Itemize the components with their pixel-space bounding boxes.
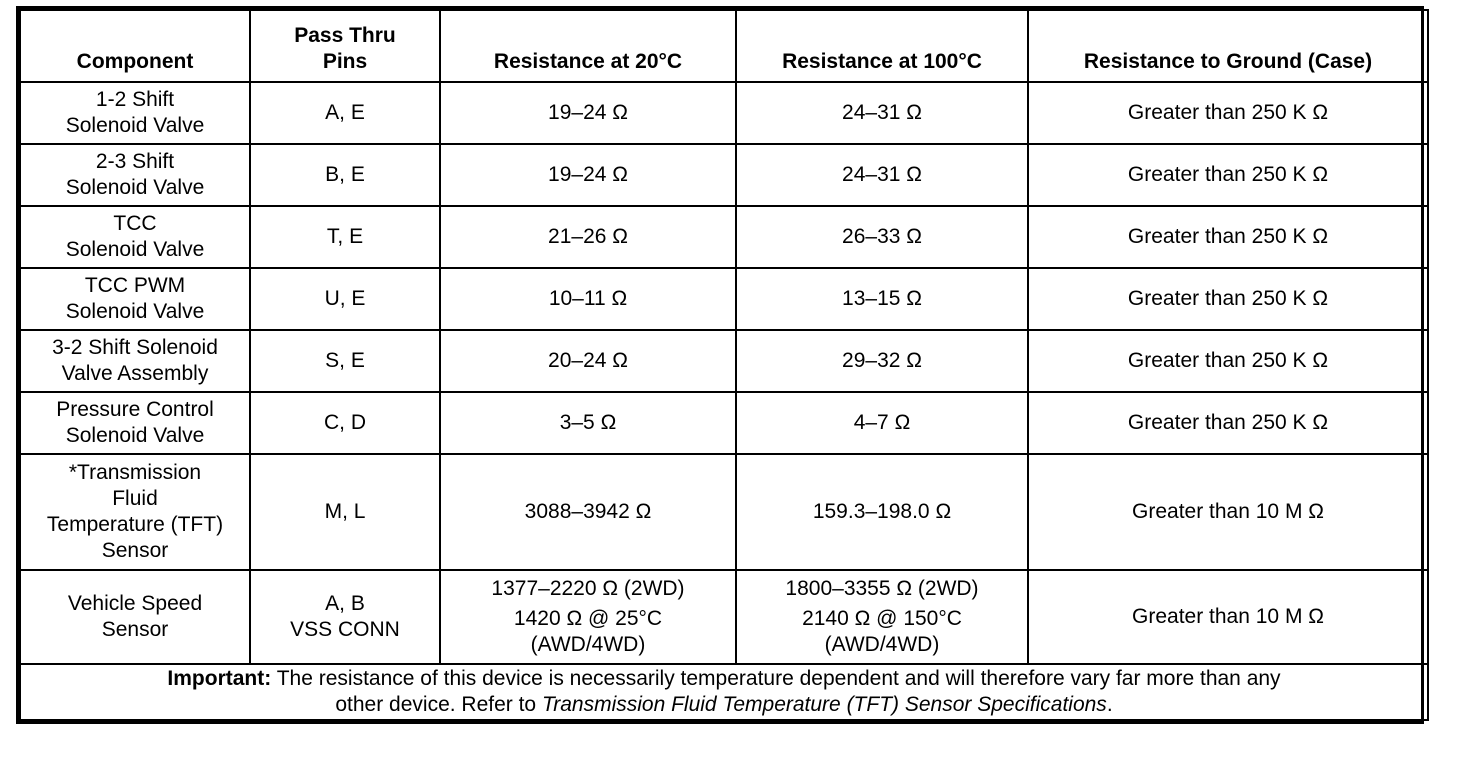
cell-pins: [250, 570, 440, 664]
cell-res100: 24–31 Ω: [736, 82, 1028, 144]
cell-ground: Greater than 10 M Ω: [1028, 570, 1428, 664]
cell-res100: 24–31 Ω: [736, 144, 1028, 206]
component-name-line2: Solenoid Valve: [65, 114, 205, 137]
cell-res20: [440, 570, 736, 664]
note-row: [20, 664, 1428, 720]
res20-2wd: 1377–2220 Ω (2WD): [491, 577, 685, 600]
note-text-line2: other device. Refer to: [335, 693, 542, 716]
spec-sheet: [16, 6, 1424, 724]
cell-res100: 26–33 Ω: [736, 206, 1028, 268]
cell-pins: T, E: [250, 206, 440, 268]
cell-component: [20, 206, 250, 268]
cell-pins: C, D: [250, 392, 440, 454]
cell-ground: Greater than 250 K Ω: [1028, 268, 1428, 330]
cell-res20: 21–26 Ω: [440, 206, 736, 268]
important-note: [20, 664, 1428, 720]
cell-res100: 4–7 Ω: [736, 392, 1028, 454]
cell-component: [20, 570, 250, 664]
cell-res100: 13–15 Ω: [736, 268, 1028, 330]
cell-component: [20, 330, 250, 392]
component-name-line2: Valve Assembly: [61, 362, 209, 385]
table-row: [20, 82, 1428, 144]
cell-ground: Greater than 250 K Ω: [1028, 392, 1428, 454]
note-reference: Transmission Fluid Temperature (TFT) Sensor Specifications: [541, 693, 1107, 716]
cell-res20: 20–24 Ω: [440, 330, 736, 392]
cell-res20: 19–24 Ω: [440, 144, 736, 206]
component-name-line2: Sensor: [101, 618, 169, 641]
component-name-line2: Solenoid Valve: [65, 424, 205, 447]
cell-res20: 19–24 Ω: [440, 82, 736, 144]
header-res20: Resistance at 20°C: [440, 10, 736, 82]
table-row-vss: [20, 570, 1428, 664]
res20-awd-label: (AWD/4WD): [530, 633, 646, 656]
table-row: [20, 144, 1428, 206]
cell-pins: A, E: [250, 82, 440, 144]
resistance-spec-table: [19, 9, 1429, 721]
component-name-line1: Vehicle Speed: [67, 592, 203, 615]
cell-ground: Greater than 250 K Ω: [1028, 330, 1428, 392]
cell-pins: B, E: [250, 144, 440, 206]
note-end: .: [1106, 693, 1113, 716]
pins-line1: A, B: [325, 592, 365, 615]
cell-component: [20, 454, 250, 570]
component-name-line1: 2-3 Shift: [95, 150, 175, 173]
component-name-line1: TCC: [113, 212, 157, 235]
table-row: [20, 392, 1428, 454]
cell-res100: [736, 570, 1028, 664]
cell-pins: M, L: [250, 454, 440, 570]
table-row: [20, 206, 1428, 268]
component-name-line1: 1-2 Shift: [95, 88, 175, 111]
header-pins: [250, 10, 440, 82]
component-name-line1: *Transmission: [68, 461, 202, 484]
res100-awd: 2140 Ω @ 150°C: [802, 607, 962, 630]
cell-res100: 159.3–198.0 Ω: [736, 454, 1028, 570]
cell-res20: 3–5 Ω: [440, 392, 736, 454]
table-row: [20, 268, 1428, 330]
header-pins-line1: Pass Thru: [294, 24, 396, 47]
table-row-tft-sensor: [20, 454, 1428, 570]
component-name-line3: Temperature (TFT): [46, 513, 224, 536]
component-name-line4: Sensor: [101, 539, 169, 562]
cell-component: [20, 144, 250, 206]
component-name-line2: Solenoid Valve: [65, 176, 205, 199]
cell-ground: Greater than 250 K Ω: [1028, 206, 1428, 268]
component-name-line1: Pressure Control: [56, 398, 214, 421]
component-name-line1: TCC PWM: [84, 274, 186, 297]
note-text-line1: The resistance of this device is necessarily temperature dependent and will therefore vary far more than any: [271, 667, 1281, 690]
cell-res100: 29–32 Ω: [736, 330, 1028, 392]
pins-line2: VSS CONN: [290, 618, 400, 641]
res100-2wd: 1800–3355 Ω (2WD): [785, 577, 979, 600]
cell-res20: 3088–3942 Ω: [440, 454, 736, 570]
table-frame: [16, 6, 1424, 724]
res20-awd: 1420 Ω @ 25°C: [513, 607, 663, 630]
res100-awd-label: (AWD/4WD): [824, 633, 940, 656]
cell-component: [20, 268, 250, 330]
cell-ground: Greater than 250 K Ω: [1028, 144, 1428, 206]
cell-ground: Greater than 10 M Ω: [1028, 454, 1428, 570]
component-name-line2: Fluid: [112, 487, 158, 510]
cell-component: [20, 392, 250, 454]
header-row: [20, 10, 1428, 82]
component-name-line2: Solenoid Valve: [65, 238, 205, 261]
component-name-line2: Solenoid Valve: [65, 300, 205, 323]
cell-pins: U, E: [250, 268, 440, 330]
cell-res20: 10–11 Ω: [440, 268, 736, 330]
cell-pins: S, E: [250, 330, 440, 392]
header-component: Component: [20, 10, 250, 82]
note-label: Important:: [167, 667, 272, 690]
cell-ground: Greater than 250 K Ω: [1028, 82, 1428, 144]
component-name-line1: 3-2 Shift Solenoid: [52, 336, 218, 359]
header-ground: Resistance to Ground (Case): [1028, 10, 1428, 82]
header-res100: Resistance at 100°C: [736, 10, 1028, 82]
header-pins-line2: Pins: [322, 50, 368, 73]
cell-component: [20, 82, 250, 144]
table-row: [20, 330, 1428, 392]
